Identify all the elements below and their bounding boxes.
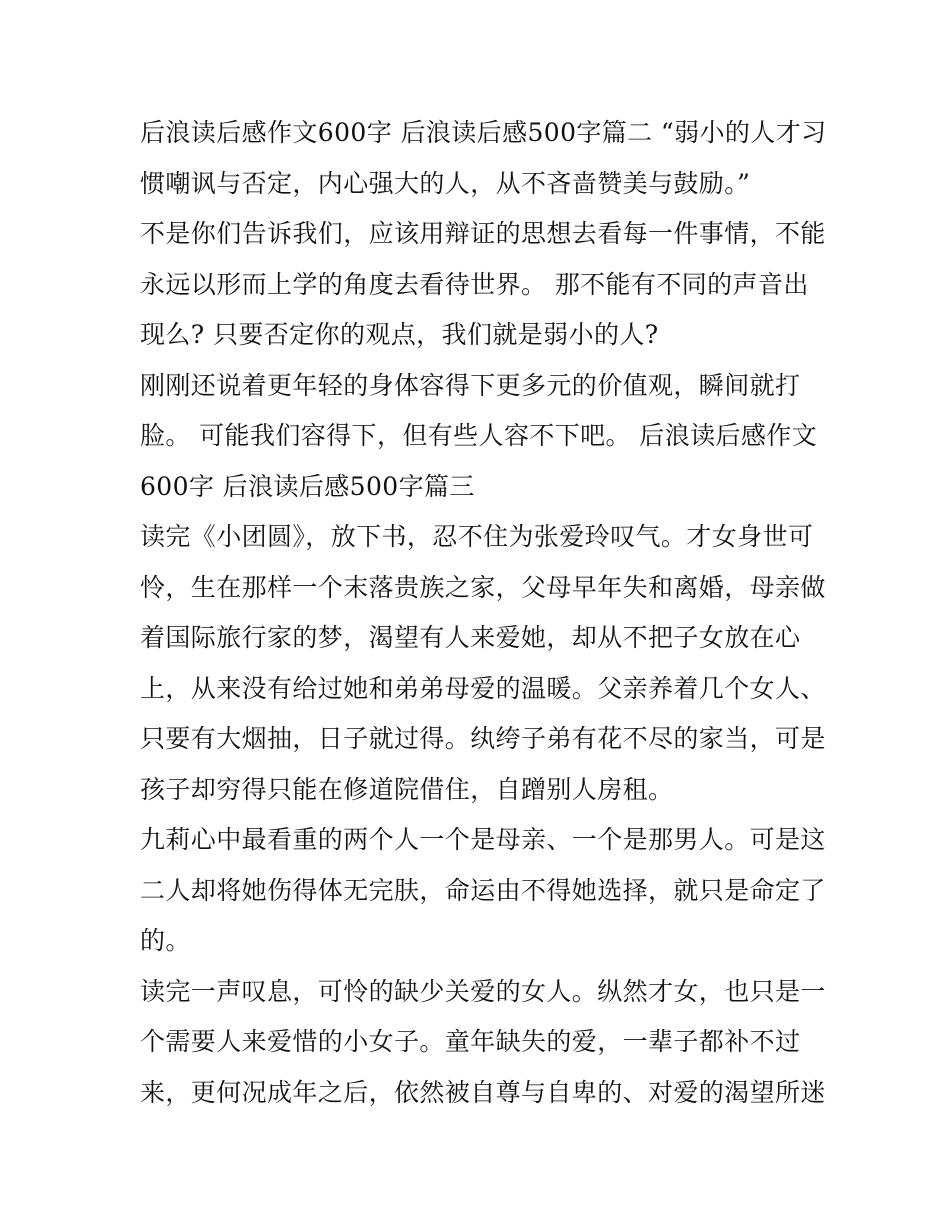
text-line: 怜，生在那样一个末落贵族之家，父母早年失和离婚，母亲做	[140, 572, 826, 602]
text-line: 个需要人来爱惜的小女子。童年缺失的爱，一辈子都补不过	[140, 1027, 801, 1056]
text-line: 只要有大烟抽，日子就过得。纨绔子弟有花不尽的家当，可是	[140, 724, 826, 753]
text-line: 九莉心中最看重的两个人一个是母亲、一个是那男人。可是这	[140, 825, 826, 854]
text-line: 读完一声叹息，可怜的缺少关爱的女人。纵然才女，也只是一	[140, 976, 826, 1006]
text-line: 二人却将她伤得体无完肤，命运由不得她选择，就只是命定了	[140, 875, 826, 905]
text-line: 脸。 可能我们容得下，但有些人容不下吧。 后浪读后感作文	[140, 421, 818, 450]
text-line: 600字 后浪读后感500字篇三	[140, 471, 475, 501]
text-line: 上，从来没有给过她和弟弟母爱的温暖。父亲养着几个女人、	[140, 673, 826, 703]
text-line: 读完《小团圆》，放下书，忍不住为张爱玲叹气。才女身世可	[140, 522, 814, 551]
text-line: 的。	[140, 926, 191, 955]
text-line: 孩子却穷得只能在修道院借住，自蹭别人房租。	[140, 774, 674, 804]
text-line: 来，更何况成年之后，依然被自尊与自卑的、对爱的渴望所迷	[140, 1077, 826, 1107]
text-line: 永远以形而上学的角度去看待世界。 那不能有不同的声音出	[140, 269, 809, 299]
text-line: 后浪读后感作文600字 后浪读后感500字篇二 “弱小的人才习	[140, 118, 827, 147]
text-line: 不是你们告诉我们，应该用辩证的思想去看每一件事情，不能	[140, 219, 826, 248]
text-line: 惯嘲讽与否定，内心强大的人，从不吝啬赞美与鼓励。”	[140, 168, 751, 198]
text-line: 现么? 只要否定你的观点，我们就是弱小的人?	[140, 320, 659, 349]
text-line: 刚刚还说着更年轻的身体容得下更多元的价值观，瞬间就打	[140, 370, 801, 400]
document-body	[140, 108, 827, 1118]
text-line: 着国际旅行家的梦，渴望有人来爱她，却从不把子女放在心	[140, 623, 801, 652]
